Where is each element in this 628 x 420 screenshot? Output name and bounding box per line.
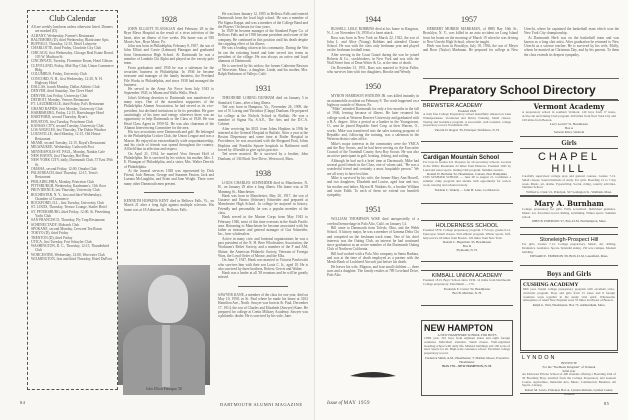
school-ad [421,100,513,142]
club-calendar-entry: ST. PETERSBURG, third Friday, 12:00, St. Petersburg Yacht Club [31,209,111,219]
school-name: HOLDERNESS SCHOOL [435,223,499,229]
school-description: Carefully supervised college prep and general courses. Grades 7-12. Small classes. Sound methods of study. For girls. Boarding 12 to 7-day week. Music, art, drama. Typewriting. Social, riding, country activities. Summer School. [522,174,616,190]
paragraph: "Mike" attended Dartmouth for only a few months in the fall of 1946, leaving because of illness. He later resumed his college work at Western Reserve University and graduated with a B.A. degree. After a period as a banker in the Youngstown, O., area he joined Republic Steel Corp. at their Warren, O., works. Mike was transferred into the sales training program of Republic and, following the training, was a salesman in the Western district sales office. [327,107,419,142]
club-calendar-entry: CINCINNATI, Tuesday, Florentine Room, Hotel Gibson [31,59,113,64]
directory-title: Preparatory School Directory [423,78,619,101]
club-calendar-entry: NEW YORK CITY, daily, Dartmouth Club, 37 East 39th St. [31,158,113,167]
club-calendar-entry: DENVER, last Friday, University Club [31,93,88,98]
school-name: Cardigan Mountain School [423,155,499,161]
class-year-heading: 1944 [365,15,381,24]
school-ad [421,152,513,204]
school-name: Stoneleigh-Prospect Hill [539,237,599,243]
school-description: College preparatory for girls. Fully accredited. Individual guidance. Music, Art. Excellent record. Riding, swimming. Winter sports. Summer school. [522,207,616,219]
school-name: NEW HAMPTON [424,323,493,333]
club-calendar-entry: CLEVELAND, Friday, Mid-Day Club, Union Commerce Bldg. [31,63,114,72]
club-calendar-entry: HARTFORD, second Thursday, Ryan's [31,115,88,120]
school-location: Saxtons River, Vermont [553,130,585,135]
paragraph: On June 7, 1947, Hank was married to Victoria Pawlowski who survives him with their son Louis C. Jr., aged 10. He is also survived by three brothers, Robert, Gervis and Walter. [218,258,308,271]
club-calendar-entry: PITTSBURGH, Wednesday, Kaufmann's, 11th floor [31,183,107,188]
club-calendar-entry: WORCESTER, Wednesday, 12:00, Worcester Club [31,252,105,257]
magazine-name: DARTMOUTH ALUMNI MAGAZINE [220,402,303,407]
school-signature: JOHN B. EMERSON '27, Box 43-M, Northampton, Mass. [531,219,607,224]
school-ad [520,234,618,266]
portrait-photo [118,265,210,385]
club-calendar-entry: BUFFALO, Thursday, 12:15, Hotel Lafayette [31,42,97,47]
paragraph: After receiving his M.D. from Johns Hopkins in 1936 he interned at the General Hospital in Buffalo. After a year at the Boston Dispensary and some time at Butler Hospital in Providence, he was associated with the Sheppard Pratt, Johns Hopkins and Franklin Square hospitals in Baltimore until forced by ill health to give up his practice. [218,126,308,153]
school-year: 92nd year [562,369,576,373]
paragraph: Herb was born in Brooklyn, July 18, 1936, the son of Meyer and Rose (Taylor) Markman. He prepared for college at New Utrecht, where he captained the basketball team which won the New York City championship. [423,27,619,53]
school-ad [520,352,618,397]
school-sub: For the "Northeast Kingdom" of Vermont [542,365,596,369]
paragraph: John's lifelong devotion to Dartmouth was manifested in many ways. One of the staunchest supporters of the Philadelphia Alumni Association, he had served as its vice-president, but declined invitations to be its president. He gave unstintingly of his time and energy wherever there was an opportunity to help Dartmouth or the Class of 1928. He was Head Class Agent in 1950-52. He was also chairman of the Alumni Interviewing Committee for the area. [124,95,214,130]
paragraph: On April 21, 1934, he married Vera Stewart Hoff of Philadelphia. He is survived by his widow, his mother, Mrs. J. E. Flanagan of Philadelphia, and a sister, Mrs. Walter Derrick of Philadelphia. [124,151,214,169]
club-calendar-entry: COLUMBUS, Friday, University Club [31,72,87,77]
paragraph: After serving in the Coast Guard during the war he joined Roberts & Co., stockbrokers, in New York and was with the Wall Street firm of Dean Witter & Co. at the time of death. [327,52,419,66]
paragraph: He was a leading citizen in his community. During the War he ran the rationing board and later served two terms as president of the village. He was always an active and loyal alumnus of Dartmouth. [218,46,308,64]
class-year-heading: 1931 [255,84,271,94]
paragraph: LOUIS CHARLES SCHNEIDER died in Manchester, N. H., on January 29 after a long illness. His home was at 58 Manning St., Manchester. [218,180,308,194]
club-calendar-entry: MINNEAPOLIS-ST. PAUL, Monday, Nankin Cafe [31,149,105,154]
school-description: For girls. Grades 7-12. College preparatory. Music, Art. Riding, Dramatics. Guidance. Sports. Splendid skiing. 150 acre campus. Modern building. [522,242,616,254]
club-calendar-list [31,34,114,262]
column-3 [218,12,308,319]
paragraph: In 1929 he became manager of the Standard Paper Co. of Bellows Falls and in 1938 became president and owner of the company. He continued in this position until his death despite the crippling effect of his illness. [218,29,308,47]
school-description: Founded 1813. Boys' School since 1936. 14 miles from Dartmouth. College preparatory. Enrollment — 170. [423,278,511,286]
issue-month: MAY 1959 [343,401,370,406]
school-signature: Ralph G. Watt, Headmaster, Box 75, Ashburnham, Mass. [532,303,606,308]
club-calendar-entry: BALTIMORE (D), third Wednesday, Blackstone Apts. [31,37,110,42]
school-description: An Endowed Private School of 400 students offering a Boarding Unit of 30 Boarding Boys enrolled from the College Preparatory and General Course. Agriculture, Industrial Arts, Music, Commercial, Business. All Sports. Catalog. [522,372,616,388]
paragraph: He was born January 12, 1905 in Bellows Falls and entered Dartmouth from the local high school. He was a member of Phi Sigma Kappa, and was a member of the College Band and the Players' Orchestra for four years. [218,12,308,29]
school-name: CHAPEL HILL [537,151,601,175]
paragraph: At the funeral services 1928 was represented by Dick Friend, Jack Benson, George and Suzanne Paxton, Jack and Luenna McLaughlin, and Ernie and Jane Wright. There were many other Dartmouth men present. [124,168,214,186]
club-calendar-entry: MILWAUKEE, Wednesday, Cudworth Post [31,145,94,150]
page-number: 84 [20,400,26,405]
school-location: Plymouth, N. H. [456,248,478,253]
club-calendar-entry: PROVIDENCE, last Thursday, University Club [31,188,100,193]
column-1957 [423,12,619,67]
paragraph: THEODORE LORING DUNHAM died on January 3 in Stamford, Conn., after a long illness. [218,96,308,105]
school-description: 138th year. 310 boys from eighteen states and eight foreign countries. Individual attention. Small classes. Well-regulated boarding school with daily life. Modern buildings and 100 acres of land. Sports for all. High-scale counselor school. Excellent college preparatory record. [424,336,510,356]
right-page [314,0,628,420]
school-ad [520,148,618,196]
club-calendar-entry: OMAHA, second Friday, 12:00, Omaha Club [31,166,97,171]
school-name: Vermont Academy [533,102,605,111]
school-signature: Frederick Smith, A.M., Headmaster; T. Holmes Moore, Executive Headmaster [424,355,510,364]
club-calendar-entry: PALM BEACH, third Thursday, 12:15, Testa's Restaurant [31,171,98,180]
club-calendar-entry: ALBANY, Wednesday, Farmer's Restaurant [31,33,94,38]
paragraph: Although he had such a brief time at Dartmouth, Mike had several good friends in the Class, one of whom said, "He was a wonderful friend and certainly a most hospitable person." We are all sorry to have lost him. [327,158,419,176]
school-signature: Frederick E. Carver '32, Headmaster [443,286,491,291]
school-signature: Wilfred G. Clark '21, Principal, 327 Lexington St., Waltham, Mass. [526,190,612,195]
paragraph: Hank was born in Manchester, May 20, 1917, the son of Gustave and Emma (Scheuer) Schneider and prepared at Manchester High School. In college he majored in history. Friendly and personable, he was a popular member of the class. [218,193,308,215]
club-calendar-entry: MIAMI, second Tuesday, 12:15, Royal's Restaurant [31,141,106,146]
school-signature: Roland W. Burbank '32, Headmaster, Canaan, New Hampshire [426,172,508,177]
class-year-heading: 1938 [255,168,271,178]
class-year-heading: 1928 [161,15,177,24]
page-number: 85 [604,401,610,406]
obituary-text [124,27,214,186]
club-calendar-entry: ROCHESTER, N. Y., first and third Wednesdays, Chamber of Commerce [31,192,103,201]
club-calendar-entry: ST. LOUIS, Thursday, Terrace Lounge, Statler Hotel [31,205,107,210]
school-extra-signature: Norman C. Wakely — John H. Lane, Co-Directors [434,187,500,192]
club-calendar-entry: WASHINGTON, D. C., Thursday, 12:15, Thunderbird Club [31,244,110,253]
photo-caption: John Elliott Flanagan '28 [146,387,182,391]
club-calendar-entry: NEW HAVEN, first Thursday, Hof Brau [31,153,90,158]
paragraph: On December 31, 1951, Russ was married to Sylvia Fuller, who survives him with two daughters, Brooke and Wendy. [327,65,419,74]
school-name: LYNDON [522,355,557,361]
school-description: Founded 1879. College preparatory program. 175 boys, grades 9-12. Episcopal. Small classes. Full athletic program. Winter sports. Self-help service 60 miles from Boston. 120 miles from New York. [423,228,511,240]
club-calendar-entry: LOS ANGELES, last Thursday, The Dubin Windsor [31,128,107,133]
club-calendar-entry: CONCORD, N. H., first Wednesday, 12:30, N. H. Highway Hotel [31,76,103,85]
club-calendar-entry: PHILADELPHIA, Monday, Princeton Club [31,179,94,184]
school-description: A truly fine College Preparatory school beautifully situated on Lake Winnipesaukee. Vocational and Driver Training. Small classes. Testing and Guidance program. A successful, well rounded, college preparatory record. Enrollment 250. [423,112,511,128]
school-subtitle: A NEW HAMPSHIRE SCHOOL FOR BOYS [437,333,497,337]
club-calendar-entry: GRAND RAPIDS, first Monday, University Club [31,106,103,111]
paragraph: Hank was a leader at all '38 reunions and he will be greatly missed. [218,271,308,280]
paragraph: Mike's major interests in the community were the YMCA and the Boy Scouts, and he had been serving on the Executive Council of the Trumbull County Area Boy Scouts. He was also an active participant in golf, boating, fishing, and sailing. [327,141,419,159]
school-signature: EDWARD E. EMERSON '28, BOX 43-M, Greenfield, Mass. [529,254,609,259]
paragraph: Ted never married. He is survived by a brother, John Dunham, of 136 Birch Tree Drive, Westwood, Mass. [218,152,308,161]
school-signature: Robert M. Lewis, Principal, Box A, Lyndon Institute, Lyndon Center, Vermont [524,388,614,397]
club-calendar-entry: HOUSTON, first Tuesday, Petroleum Club [31,119,93,124]
obituary-note: SAWYER KANE, a member of the class for one year, died on May 10, 1958, in St. Paul where he made his home at 3102 Hamilton Ave., North. Sawyer was born in St. Paul, December 17, 1914, the son of Charles and Elizabeth (Sawyer) Kane. He prepared for college at Cretin Military Academy. Sawyer was a philatelic dealer. He is survived by his wife, Jane. [218,292,308,319]
club-calendar-title: Club Calendar [49,14,96,23]
obituary-text [218,12,308,76]
paragraph: RUSSELL LISLE ROBBINS died at his home in Kingston, N. J., on November 16, 1958 of a heart attack. [327,27,419,36]
school-signature: Larry Leavitt '31, Headmaster [549,122,589,127]
club-calendar-entry: UTICA, first Tuesday, Fort Schuyler Club [31,239,92,244]
club-calendar-entry: TRENTON (D), third Friday [31,235,73,240]
paragraph: Ted was born in Hampton, Va., November 26, 1909, the son of N. Loring and Theodora (Clapp) Dunham. He prepared for college at the Nichols School in Buffalo. He was a member of Sigma Nu, S.A.E., The Arts and the D.C.A. Cabinet. [218,105,308,127]
class-year-heading: 1957 [461,15,477,24]
paragraph: JOHN ELLIOTT FLANAGAN died February 28 in the Bryn Mawr Hospital as the result of a virus infection of the heart, after an illness of five weeks. His home was at 930 Morris Ave., Bryn Mawr, Pa. [124,27,214,44]
club-calendar-entry: TOKYO (D), third Friday [31,231,69,236]
school-name: Mary A. Burnham [534,199,604,208]
paragraph: He leaves his wife, Mignon, and four small children — three sons and a daughter. The family resides at 789 Loveland Drive, Palo Alto. [327,264,419,278]
school-description: For boys in Grades 6-9. Prepares for all secondary schools. Located in the White Mountains 22 miles from Hanover. Founded 1945 by Land and water sports. Outing Club program. Summer session. [423,160,511,172]
school-signature: Donald C. Hagerman '45, Headmaster [442,240,492,245]
club-calendar-box [27,10,118,390]
paragraph: His two avocations were Dartmouth and golf. He belonged to the Philadelphia Cricket Club, the Union League and was a Mason. He enjoyed an extraordinarily wide acquaintanceship, and his circle of friends was spread throughout the country. All held him in affection and respect. [124,130,214,152]
paragraph: John was born in Philadelphia, February 8, 1907, the son of John Elliott and Carrie (Lehman) Flanagan and graduated from Germantown High School. At Dartmouth he was a member of Lambda Chi Alpha and played on the varsity polo team. [124,44,214,66]
class-year-heading: 1950 [365,82,381,92]
club-calendar-intro: All are weekly luncheon unless otherwise listed. Dinners are marked (D). [31,25,113,34]
school-ad [421,320,513,396]
paragraph: Hank served in the Marine Corps from May 1943 to February 1946, most of this time overseas in the South Pacific area. Returning to Manchester he became associated with his father as treasurer and general manager of Gus Schneider, Inc., beer wholesalers. [218,215,308,237]
obituary-note: KENNETH HOPKINS KENT died in Bellows Falls, Vt., on March 21 after a long fight against multiple sclerosis. His home was at 18 Atkinson St., Bellows Falls. [124,198,214,212]
club-calendar-entry: SPOKANE, second Monday, Crescent Tea Room [31,226,103,231]
paragraph: Bill had worked with a Palo Alto company in Santa Barbara, and was at the time of death employed as a partner with the Menlo Bank of Lockheed Aircraft just before his death. [327,251,419,265]
divider [238,286,288,287]
club-calendar-entry: ROCKFORD, ILL., first Tuesday, University Club [31,201,104,206]
school-ad [520,196,618,228]
paragraph: Bill came to Dartmouth from Toledo, Ohio, and the Webb School. A history major, he was a member of Gamma Delta Chi and competed on the freshman track team. One of his chief interests was the Outing Club, an interest he had continued since graduation as an active member of the Dartmouth Outing Club of Northern California. [327,225,419,252]
club-calendar-entry: WILMINGTON, first and third Thursday, Hotel DuPont [31,257,112,262]
paragraph: Russ was born in New York on March 22, 1922, the son of John L. and Alice (Young) Robbins and attended Choate School. He was with the class only freshman year and played on the freshman football team. [327,35,419,53]
ornament-icon [327,370,419,382]
category-boys-and-girls: Boys and Girls [546,270,592,278]
school-signature: Vincent D. Rogers '36, Principal, Wolfeboro, N. H. [434,128,500,133]
school-name: CUSHING ACADEMY [523,282,579,288]
paragraph: WILLIAM THOMPSON WISE died unexpectedly of a cerebral hemorrhage in Palo Alto, Calif. on January 14. [327,217,419,226]
school-address: BOX 170—NEW HAMPTON, N. H. [442,363,492,368]
column-obituaries [327,12,419,278]
paragraph: MYRON HARRISON WATKINS JR. was killed instantly in an automobile accident on February 8. The crash happened on a highway outside of Sharon, Pa. [327,94,419,107]
paragraph: From graduation until 1936 he was a salesman for the securities business in Philadelphia. In 1936 he became treasurer and manager of the family business, the Freeland File Works in Philadelphia, and since 1938 had managed the business. [124,65,214,87]
paragraph: He served in the Army Air Force from July 1943 to September 1945, in Miami and Walla Walla, Wash. [124,87,214,96]
category-girls: Girls [561,139,577,147]
school-name: KIMBALL UNION ACADEMY [431,273,503,279]
club-calendar-entry: CHARLOTTE, third Friday, Charlotte City Club [31,46,102,51]
class-sections [218,84,308,279]
school-founded: Founded 1820 [457,109,477,113]
obituary-text [423,27,619,67]
school-box: Box D [462,244,472,249]
club-calendar-entry: HARRISBURG, Friday, 12:15, Harrisburger Hotel [31,110,105,115]
club-calendar-entry: SCHENECTADY, Mohawk Club [31,222,80,227]
club-calendar-entry: DENVER, third Saturday, Van Cleve Hotel [31,89,94,94]
club-calendar-entry: LOUISVILLE, third Monday, 12:15, Old House Restaurant [31,132,101,141]
school-box: Box B, Meriden, N. H. [452,290,482,295]
school-box: Box A [564,126,574,131]
club-calendar-entry: CHICAGO, first Wednesday, Chicago Real Estate Board, 105 W. Madison St. [31,50,114,60]
school-name2: INSTITUTE [560,361,578,365]
school-name: BREWSTER ACADEMY [423,103,483,109]
club-calendar-entry: KANSAS CITY, second Tuesday, University Club [31,123,104,128]
class-year-heading: 1951 [365,205,381,215]
school-description: A preparatory school in southern Vermont. 140 boys from 17 states. Active ski and Outing Club program. 200 miles from New York City and 100 miles from Boston. [522,110,616,122]
paragraph: Mike is survived by his wife, the former Mary Ann Howell, and two daughters, Elizabeth and Louise, aged four and two; his mother and father, Myron H. Watkins Sr., a brother William and sister Edith. To each of them we extend our heartfelt sympathy. [327,175,419,198]
club-calendar-entry: DALLAS, fourth Monday, Dallas Athletic Club [31,85,100,90]
school-ad [520,99,618,137]
column-1928 [124,12,214,212]
divider [144,192,194,193]
issue-prefix: Issue of [327,401,343,406]
issue-date [327,401,370,406]
paragraph: At Dartmouth Herb was on the basketball team and was known as a long shot artist. After graduation he returned to New Utrecht as a science teacher. He is survived by his wife, Molly, whom he married on Christmas Day, and by his parents. To them the class extends its deepest sympathy. [524,35,619,57]
school-ad [421,220,513,262]
school-extra: CMS SUMMER SCHOOL — June 28 to August 21. Combines a summer camp program and studies with opportunity for review work, tutoring and advanced study. [423,175,511,187]
school-description: 84th year. Sound college preparatory program with excellent extra-curricular program. Boys and girls from 15 states and 8 foreign countries work together in the sunny vital spirit. Wholesome atmosphere of small New England town 55 miles northwest of Boston. [523,287,615,303]
paragraph: Active in many civic and fraternal organizations he was a past president of the N. H. Beer Wholesalers Association, the Workmen's Relief Society, and a member of the F and AM, Shrine, the American Philatelic Society, Veterans of Foreign Wars, the Loyal Order of Moose, and the Elks. [218,236,308,258]
school-ad [421,270,513,306]
club-calendar-entry: SAN FRANCISCO, Thursday, Fly Trap Restaurant [31,218,105,223]
club-calendar-entry: FT. LAUDERDALE, third Friday, Pal's Restaurant [31,102,105,107]
paragraph: HERBERT MORRIS MARKMAN, of 8885 Bay 16th St., Brooklyn, N. Y., was killed in an auto accident on Long Island from his home on the morning of March 19 when he was driving to New Utrecht High School, where he taught. [423,27,518,44]
class-sections [327,15,419,278]
school-ad [520,279,618,351]
paragraph: He is survived by his widow, the former Catherine Rawson of Worcester, Mass., a daughter, Linda, and his mother, Mrs. Ralph Parkinson of Vallejo, Calif. [218,63,308,77]
club-calendar-entry: DETROIT, Monday, Vernors Restaurant [31,98,89,103]
